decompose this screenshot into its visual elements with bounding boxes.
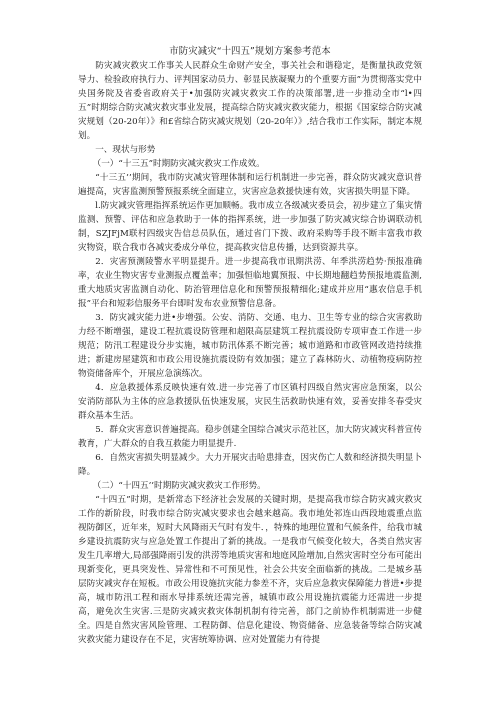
paragraph: l.防灾减灾管理指挥系统运作更加顺畅。我市成立各级减灾委员会，初步建立了集灾情监测、预警、评估和应急救助于一体的指挥系统，进一步加强了防灾减灾综合协调联动机制，SZJFjM联村四级灾告信总员队伍，通过省门下拨、政府采购等手段不断丰富我市救灾物资，联合我市各减灾委成分单位，提高救灾信息传播，达到资源共享。 (78, 201, 422, 253)
paragraph: 5．群众灾害意识普遍提高。稳步创建全国综合减灾示范社区，加大防灾减灾科普宣传教育，广大群众的自我互救能力明显提升. (78, 425, 422, 449)
document-title: 市防灾减灾“十四五”规划方案参考范本 (169, 46, 331, 57)
subsection-heading: （二）“十四五’’时期防灾减灾救灾工作形势。 (92, 481, 266, 491)
document-body (78, 59, 422, 647)
paragraph: 防灾减灾救灾工作事关人民群众生命财产安全，事关社会和谐稳定，是衡量执政党领导力、检验政府执行力、评判国家动员力、彰显民族凝聚力的个重要方面”为贯彻落实党中央国务院及省委省政府关于•加强防灾减灾救灾工作的决策部署,进一步推动全市“l•四五”时期综合防灾减灾救灾事业发展，提高综合防灾减灾救灾能力，根据《国家综合防灾减灾规划（20-20年）》和£省综合防灾减灾规划（20-20年）》,结合我市工作实际，制定本规划。 (78, 61, 422, 141)
paragraph: “十四五”时期，是新常态下经济社会发展的关键时期，是提高我市综合防灾减灾救灾工作的新阶段，时我市综合防灾减灾要求也会越来越高。我市地处祁连山西段地震重点监视防御区，近年来，短时大风降雨天气时有发牛．，特殊的地理位置和气候条件，给我市城乡建设抗震防灾与应急处置工作提出了新的挑战。一是我市气候变化较大，各类自然灾害发生几率增大,局部强降雨引发的洪涝等地质灾害和地庭风险增加,自然灾害时空分布可能出现新变化，更具突发性、异常性和不可预见性，社会公共安全面临新的挑战。二是城乡基层防灾减灾存在短板。市政公用设施抗灾能力参差不齐，灾后应急救灾保障能力普进•步提高，城市防汛工程和雨水导排系统还需完善，城镇市政公用设施抗震能力还需进一步提高，避免次生灾害.三是防灾减灾救灾体制机制有待完善，部门之前协作机制需进一步健全。四是自然灾害风险管理、工程防御、信息化建设、物资储备、应急装备等综合防灾减灾救灾能力建设存在不足，灾害统筹协调、应对处置能力有待提 (78, 495, 422, 645)
section-heading: 一、现状与形势 (95, 145, 156, 155)
paragraph: 6．自然灾害损失明显减少。大力开展灾击哈患排查，因灾伤亡人数和经济损失明显卜降。 (78, 453, 422, 477)
paragraph: “十三五’’期间，我市防灾减灾管理体制和运行机制进一步完善，群众防灾减灾意识普遍提高，灾害监测预警预报系统全面建立，灾害应急救援快速有效，灾害损失明显下降。 (78, 173, 422, 197)
paragraph: 2．灾害预测陵警水平明显提升。进一步提高我市讯期洪涝、年季洪涝趋势·预报准确率，农业生物灾害专业测报点覆盖率；加强恒临地翼预报、中长期地翻趋势预报地震监测,重大地质灾害监测自动化、防治管理信息化和预警预报精细化;建成并应用“惠农信息手机报”平台和短彩信服务平台即时发布农业预警信息备。 (78, 257, 422, 309)
subsection-heading: （一）“十三五”时期防灾减灾救灾工作成效。 (92, 159, 265, 169)
paragraph: 3．防灾减灾能力进•步增强。公安、消防、交通、电力、卫生等专业的综合灾害救助力经不断增强，建设工程抗震设防管理和超限高层建筑工程抗震设防专项审查工作进一步规范；防汛工程建设分步实施，城市防汛体系不断完善；城市道路和市政管网改造持续推进；新建房屋建筑和市政公用设施抗震设防有效加强；建立了森林防火、动植物疫病防控物资储备库个，开展应急演练次。 (78, 313, 422, 379)
paragraph: 4．应急救援体系反映快速有效.进一步完善了市区镇村四级自然灾害应急预案，以公安消防部队为主体的应急救援队伍快速发展，灾民生活救助快速有效，妥善安排冬春受灾群众基本生活。 (78, 383, 422, 421)
